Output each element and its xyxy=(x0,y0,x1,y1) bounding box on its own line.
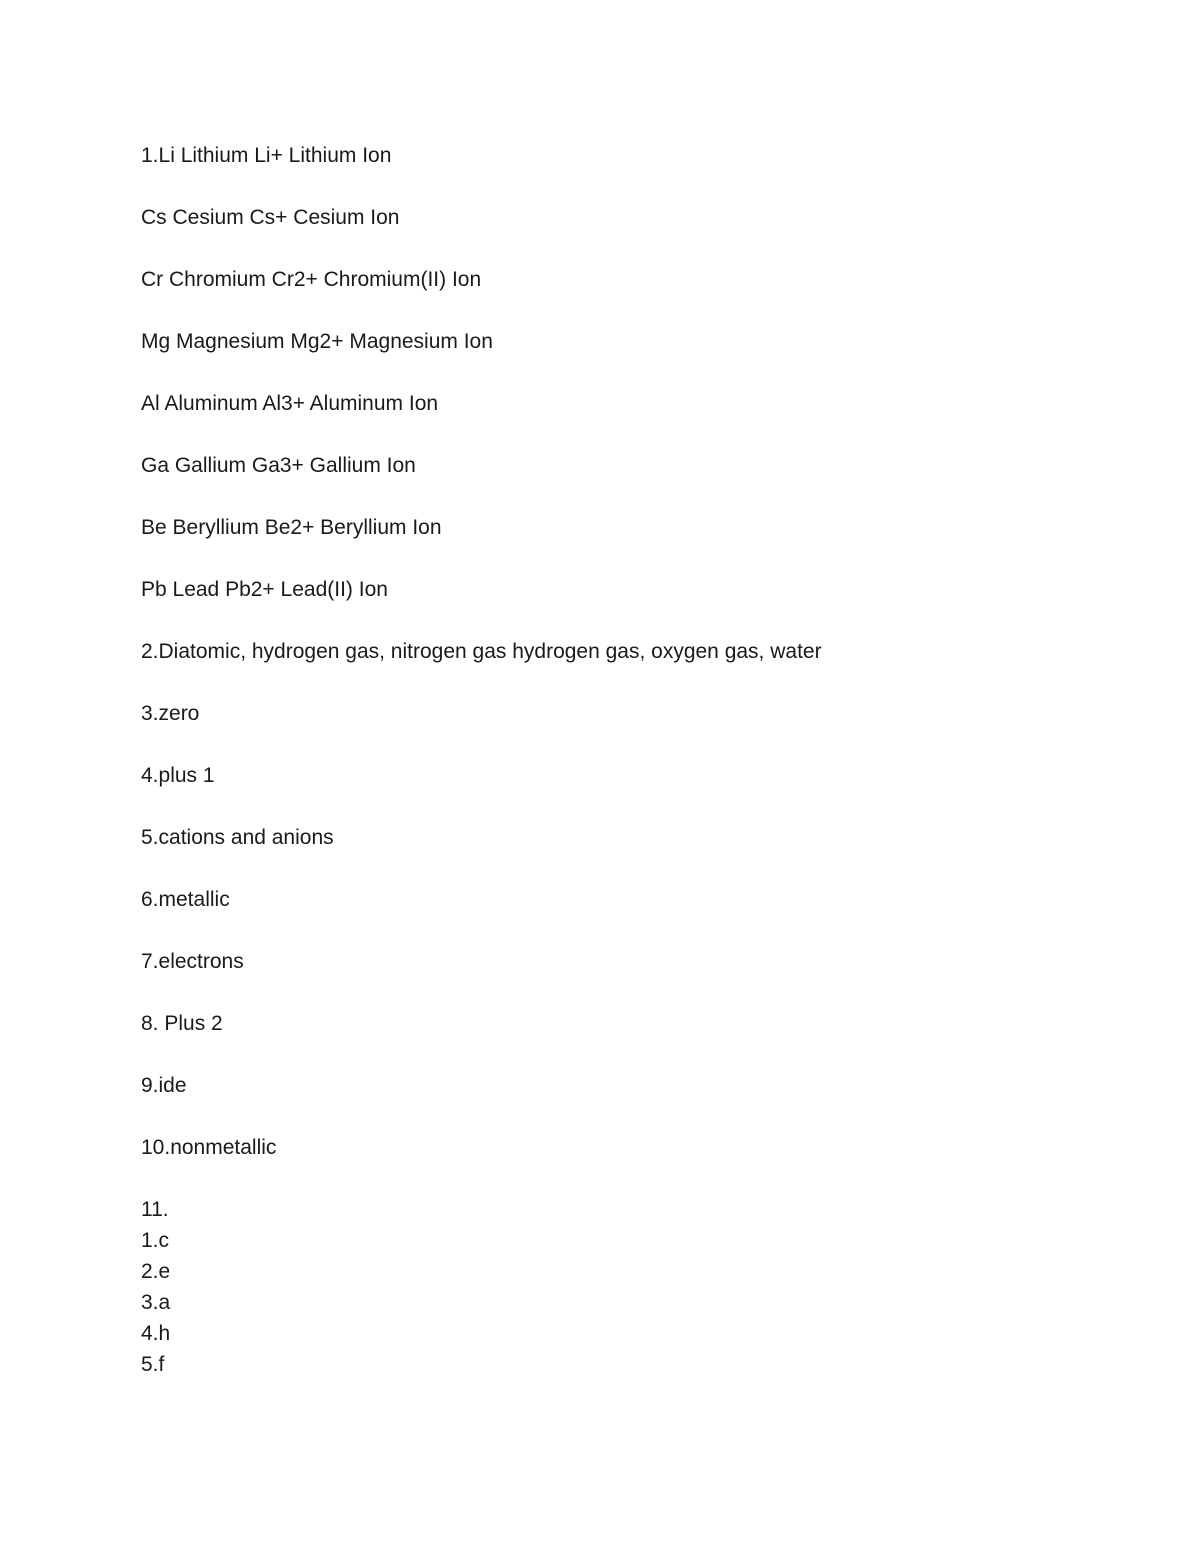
answer-line: 7.electrons xyxy=(141,950,244,973)
answer-line: Mg Magnesium Mg2+ Magnesium Ion xyxy=(141,330,493,353)
answer-line: 2.Diatomic, hydrogen gas, nitrogen gas hydrogen gas, oxygen gas, water xyxy=(141,640,822,663)
matching-answer: 2.e xyxy=(141,1260,171,1283)
answer-line: 8. Plus 2 xyxy=(141,1012,223,1035)
answer-line: 6.metallic xyxy=(141,888,230,911)
answer-line: 10.nonmetallic xyxy=(141,1136,277,1159)
matching-answer: 5.f xyxy=(141,1353,165,1376)
answer-line: 9.ide xyxy=(141,1074,187,1097)
answer-line: Cr Chromium Cr2+ Chromium(II) Ion xyxy=(141,268,482,291)
question-11-label: 11. xyxy=(141,1198,169,1221)
answer-line: Ga Gallium Ga3+ Gallium Ion xyxy=(141,454,416,477)
document-body xyxy=(141,140,1101,1380)
answer-line: 4.plus 1 xyxy=(141,764,215,787)
matching-answer: 4.h xyxy=(141,1322,171,1345)
answer-line: Be Beryllium Be2+ Beryllium Ion xyxy=(141,516,442,539)
answer-line: Pb Lead Pb2+ Lead(II) Ion xyxy=(141,578,388,601)
answer-line: 5.cations and anions xyxy=(141,826,334,849)
answer-line: Cs Cesium Cs+ Cesium Ion xyxy=(141,206,400,229)
matching-answer: 1.c xyxy=(141,1229,170,1252)
answer-line: 1.Li Lithium Li+ Lithium Ion xyxy=(141,144,392,167)
answer-line: 3.zero xyxy=(141,702,200,725)
answer-line: Al Aluminum Al3+ Aluminum Ion xyxy=(141,392,439,415)
matching-answer: 3.a xyxy=(141,1291,171,1314)
question-11-block xyxy=(141,1194,1101,1380)
